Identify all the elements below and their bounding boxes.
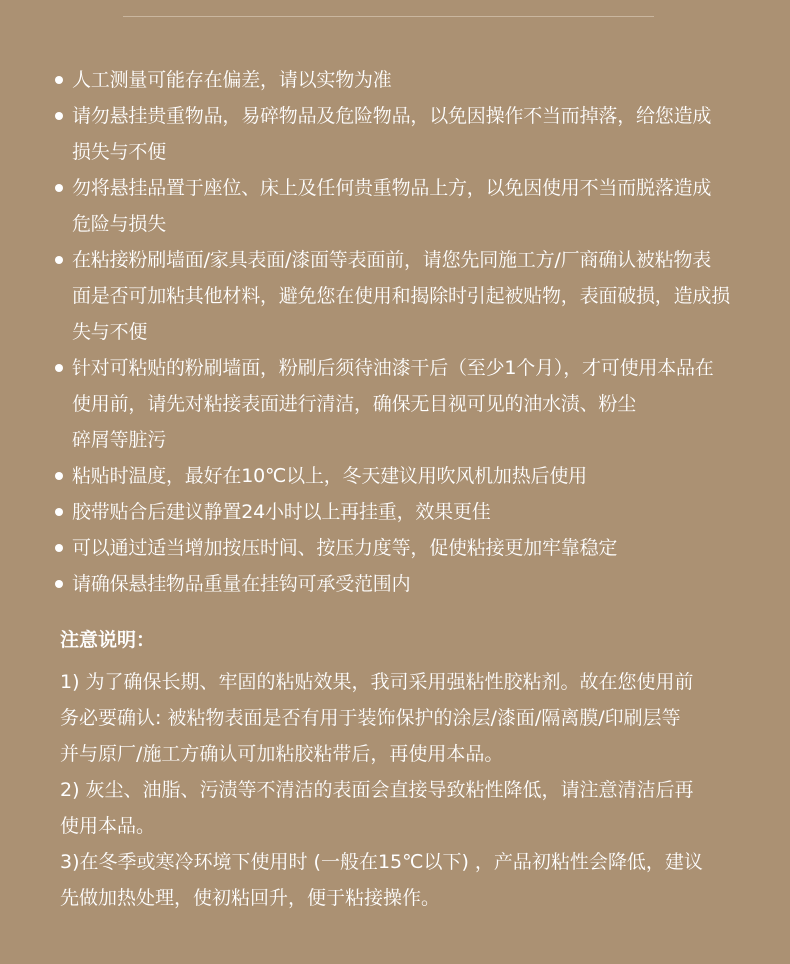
bullet-dot-icon bbox=[55, 76, 63, 84]
list-item-text: 粘贴时温度，最好在10℃以上，冬天建议用吹风机加热后使用 bbox=[72, 465, 587, 487]
list-item bbox=[54, 566, 766, 602]
note-line: 使用本品。 bbox=[60, 815, 156, 837]
bullet-dot-icon bbox=[55, 580, 63, 588]
bullet-dot-icon bbox=[55, 256, 63, 264]
note-line: 1) 为了确保长期、牢固的粘贴效果，我司采用强粘性胶粘剂。故在您使用前 bbox=[60, 671, 694, 693]
top-divider bbox=[123, 16, 654, 17]
list-item bbox=[54, 530, 766, 566]
note-line: 3)在冬季或寒冷环境下使用时 (一般在15℃以下) ，产品初粘性会降低，建议 bbox=[60, 851, 703, 873]
list-item-text: 使用前，请先对粘接表面进行清洁，确保无目视可见的油水渍、粉尘 bbox=[72, 393, 637, 415]
list-item bbox=[54, 98, 766, 170]
notes-body bbox=[60, 664, 750, 916]
precautions-list bbox=[54, 62, 766, 602]
list-item-text: 面是否可加粘其他材料，避免您在使用和揭除时引起被贴物，表面破损，造成损 bbox=[72, 285, 731, 307]
list-item-text: 碎屑等脏污 bbox=[72, 429, 167, 451]
list-item-text: 胶带贴合后建议静置24小时以上再挂重，效果更佳 bbox=[72, 501, 491, 523]
list-item-text: 危险与损失 bbox=[72, 213, 167, 235]
bullet-dot-icon bbox=[55, 508, 63, 516]
list-item-text: 请勿悬挂贵重物品，易碎物品及危险物品，以免因操作不当而掉落，给您造成 bbox=[72, 105, 712, 127]
list-item bbox=[54, 242, 766, 350]
bullet-dot-icon bbox=[55, 544, 63, 552]
note-line: 2) 灰尘、油脂、污渍等不清洁的表面会直接导致粘性降低，请注意清洁后再 bbox=[60, 779, 694, 801]
note-line: 先做加热处理，使初粘回升，便于粘接操作。 bbox=[60, 887, 441, 909]
list-item-text: 可以通过适当增加按压时间、按压力度等，促使粘接更加牢靠稳定 bbox=[72, 537, 618, 559]
list-item-text: 损失与不便 bbox=[72, 141, 167, 163]
list-item-text: 失与不便 bbox=[72, 321, 148, 343]
bullet-dot-icon bbox=[55, 472, 63, 480]
list-item bbox=[54, 458, 766, 494]
list-item bbox=[54, 350, 766, 458]
note-line: 务必要确认: 被粘物表面是否有用于装饰保护的涂层/漆面/隔离膜/印刷层等 bbox=[60, 707, 681, 729]
list-item-text: 针对可粘贴的粉刷墙面，粉刷后须待油漆干后（至少1个月），才可使用本品在 bbox=[72, 357, 714, 379]
bullet-dot-icon bbox=[55, 184, 63, 192]
notes-heading: 注意说明： bbox=[60, 629, 156, 651]
list-item bbox=[54, 62, 766, 98]
bullet-dot-icon bbox=[55, 364, 63, 372]
list-item-text: 在粘接粉刷墙面/家具表面/漆面等表面前，请您先同施工方/厂商确认被粘物表 bbox=[72, 249, 712, 271]
list-item-text: 请确保悬挂物品重量在挂钩可承受范围内 bbox=[72, 573, 411, 595]
list-item bbox=[54, 170, 766, 242]
note-line: 并与原厂/施工方确认可加粘胶粘带后，再使用本品。 bbox=[60, 743, 504, 765]
list-item bbox=[54, 494, 766, 530]
bullet-dot-icon bbox=[55, 112, 63, 120]
list-item-text: 勿将悬挂品置于座位、床上及任何贵重物品上方，以免因使用不当而脱落造成 bbox=[72, 177, 712, 199]
list-item-text: 人工测量可能存在偏差，请以实物为准 bbox=[72, 69, 392, 91]
